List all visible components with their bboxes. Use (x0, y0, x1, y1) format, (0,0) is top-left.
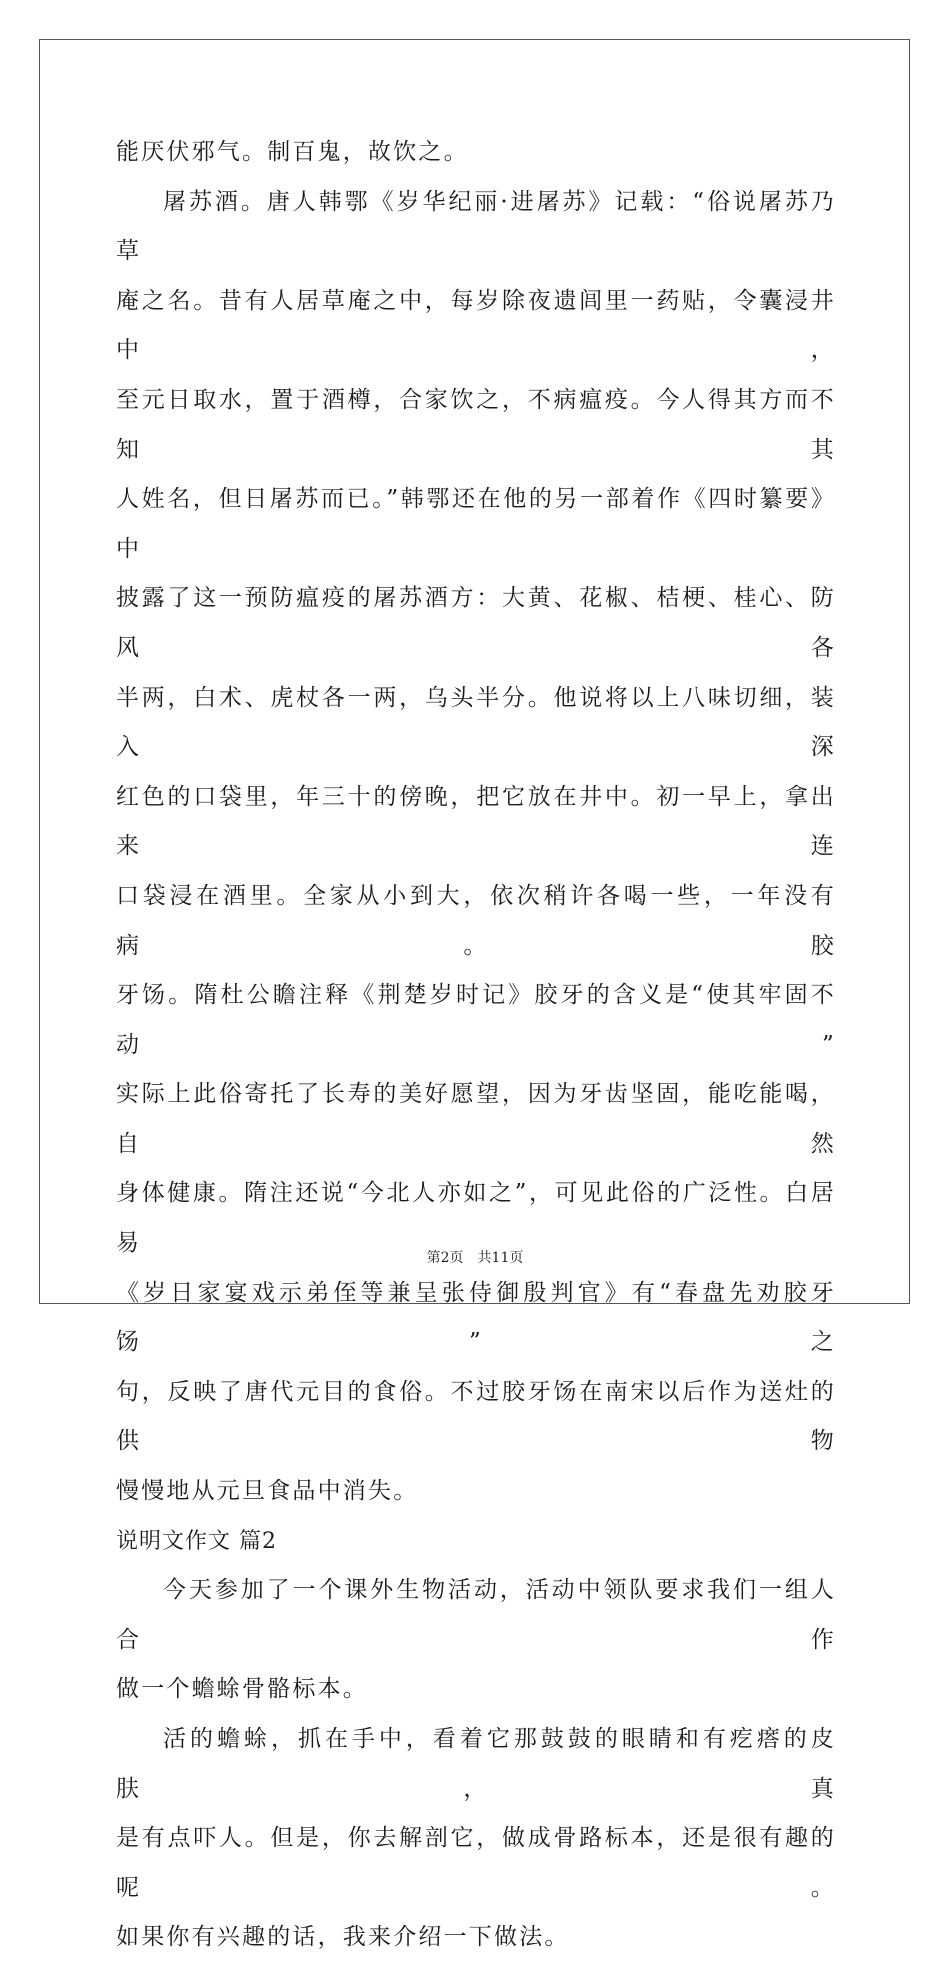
text-line: 红色的口袋里，年三十的傍晚，把它放在井中。初一早上，拿出来连 (116, 783, 836, 860)
text-line: 做一个蟾蜍骨骼标本。 (116, 1676, 368, 1703)
page-number: 第2页 (426, 1250, 464, 1266)
text-line: 半两，白术、虎杖各一两，乌头半分。他说将以上八味切细，装入深 (116, 684, 836, 761)
page-total: 共11页 (477, 1250, 524, 1266)
text-line: 屠苏酒。唐人韩鄂《岁华纪丽·进屠苏》记载：“俗说屠苏乃草 (116, 188, 836, 265)
text-line: 庵之名。昔有人居草庵之中，每岁除夜遗闾里一药贴，令囊浸井中， (116, 287, 836, 364)
text-line: 披露了这一预防瘟疫的屠苏酒方：大黄、花椒、桔梗、桂心、防风各 (116, 585, 836, 661)
paragraph-group-1 (116, 128, 836, 1517)
text-line: 能厌伏邪气。制百鬼，故饮之。 (116, 139, 469, 165)
text-line: 活的蟾蜍，抓在手中，看着它那鼓鼓的眼睛和有疙瘩的皮肤，真 (116, 1726, 836, 1802)
text-line: 人姓名，但日屠苏而已。”韩鄂还在他的另一部着作《四时纂要》中 (116, 486, 836, 562)
text-line: 身体健康。隋注还说“今北人亦如之”，可见此俗的广泛性。白居易 (116, 1180, 836, 1257)
text-line: 句，反映了唐代元目的食俗。不过胶牙饧在南宋以后作为送灶的供物 (116, 1378, 836, 1455)
text-line: 至元日取水，置于酒樽，合家饮之，不病瘟疫。今人得其方而不知其 (116, 386, 836, 463)
section-heading: 说明文作文 篇2 (116, 1528, 277, 1554)
text-line: 今天参加了一个课外生物活动，活动中领队要求我们一组人合作 (116, 1577, 836, 1653)
text-line: 慢慢地从元旦食品中消失。 (116, 1478, 419, 1505)
text-line: 牙饧。隋杜公瞻注释《荆楚岁时记》胶牙的含义是“使其牢固不动” (116, 982, 836, 1058)
document-body (116, 128, 836, 1963)
text-line: 《岁日家宴戏示弟侄等兼呈张侍御殷判官》有“春盘先劝胶牙饧”之 (116, 1279, 836, 1356)
text-line: 口袋浸在酒里。全家从小到大，依次稍许各喝一些，一年没有病。胶 (116, 882, 836, 959)
paragraph-group-2 (116, 1566, 836, 1963)
text-line: 是有点吓人。但是，你去解剖它，做成骨路标本，还是很有趣的呢。 (116, 1825, 836, 1901)
page-footer (0, 1247, 950, 1267)
text-line: 如果你有兴趣的话，我来介绍一下做法。 (116, 1924, 570, 1951)
text-line: 实际上此俗寄托了长寿的美好愿望，因为牙齿坚固，能吃能喝，自然 (116, 1081, 836, 1157)
